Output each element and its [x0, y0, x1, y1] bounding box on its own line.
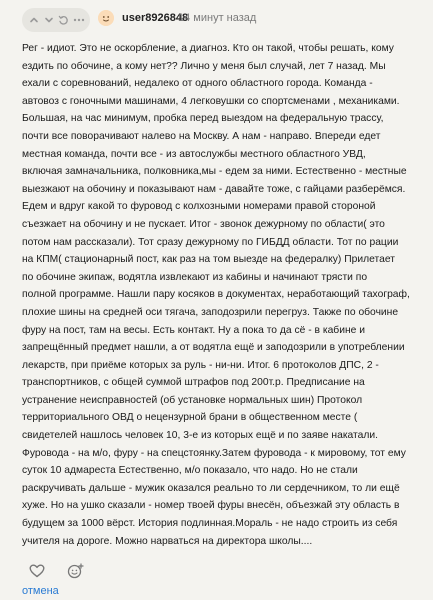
- chevron-down-icon: [44, 15, 54, 25]
- comment-line: Рег - идиот. Это не оскорбление, а диагноз. Кто он такой, чтобы решать, кому: [22, 43, 394, 54]
- comment-line: территориального ОВД о нецензурной брани в общественном месте (: [22, 412, 358, 424]
- comment-line: включая замначальника, полковника,мы - едем за ними. Естественно - местные: [22, 166, 407, 178]
- comment-line: лекарств, при приёме которых за руль - ни-ни. Итог. 6 протоколов ДПС, 2 -: [22, 359, 379, 371]
- comment-line: на КПМ( стационарный пост, как раз на том выезде на федералку) Прилетает: [22, 254, 395, 266]
- comment-line: раскручивать дальше - мужик оказался реально то ли сердечником, то ли ещё: [22, 482, 400, 494]
- comment-timestamp[interactable]: 14 минут назад: [178, 12, 257, 24]
- comment-line: выезжают на обочину и показывают нам - давайте тоже, с гайцами разберёмся.: [22, 183, 406, 195]
- comment-line: плохие шины на средней оси тягача, заподозрили перегруз. Также по обочине: [22, 306, 399, 318]
- comment-line: суток 10 адмареста Естественно, м/о показало, что надо. Но не стали: [22, 465, 358, 477]
- comment-line: будущем за 1000 вёрст. История подлинная.Мораль - не надо строить из себя: [22, 518, 398, 530]
- add-reaction-button[interactable]: [62, 558, 88, 584]
- comment-line: Едем и вдруг какой то фуровод с колхозными номерами правой стороной: [22, 201, 376, 213]
- upvote-button[interactable]: [26, 12, 41, 28]
- comment-line: хуже. Но на ушко сказали - номер твоей фуры внесён, объезжай эту область в: [22, 500, 400, 512]
- ellipsis-icon: [73, 18, 85, 22]
- comment-actions: [24, 558, 88, 584]
- comment-line: Большая, на час минимум, пробка перед выездом на федеральную трассу,: [22, 113, 384, 125]
- comment-line: ехали с соревнований, недалеко от одного областного города. Команда -: [22, 78, 373, 90]
- comment-line: по обочине экипаж, водятла извлекают из кабины и начинают трясти по: [22, 271, 368, 283]
- comment-line: съезжает на обочину и не пускает. Итог - звонок дежурному по области( это: [22, 218, 385, 230]
- user-avatar-icon: [98, 10, 114, 26]
- comment-line: потом нам рассказали). Тот сразу дежурному по ГИБДД области. Тот по рации: [22, 236, 399, 248]
- smiley-plus-icon: [67, 563, 84, 579]
- comment-line: устранение неисправностей (об установке нормальных шин) Протокол: [22, 394, 363, 406]
- downvote-button[interactable]: [41, 12, 56, 28]
- comment-line: запрещённый предмет нашли, а от водятла ещё и заподозрили в употреблении: [22, 342, 405, 354]
- comment-header: [0, 0, 433, 40]
- comment-line: местная команда, почти все - из автослужбы местного областного УВД,: [22, 148, 366, 160]
- replay-icon: [58, 15, 69, 26]
- cancel-link[interactable]: отмена: [22, 585, 59, 597]
- author-name[interactable]: user8926848: [122, 12, 189, 24]
- comment-body: [22, 40, 420, 550]
- chevron-up-icon: [29, 15, 39, 25]
- comment-line: фуру на пост, там на весы. Есть контакт. Ну а пока то да сё - в кабине и: [22, 324, 365, 336]
- more-button[interactable]: [71, 12, 86, 28]
- avatar[interactable]: [98, 10, 114, 26]
- comment-line: транспортников, с общей суммой штрафов под 200т.р. Предписание на: [22, 377, 365, 389]
- replay-button[interactable]: [56, 12, 71, 28]
- comment-line: свидетелей нашлось человек 10, 3-е из которых ещё и по заяве накатали.: [22, 430, 378, 442]
- comment-line: почти все поворачивают налево на Москву. А нам - направо. Впереди едет: [22, 130, 381, 142]
- heart-icon: [29, 564, 45, 578]
- comment-line: ездить по обочине, а кому нет?? Лично у меня был случай, лет 7 назад. Мы: [22, 60, 386, 72]
- comment-line: автовоз с гоночными машинами, 4 легковушки со спортсменами , механиками.: [22, 95, 400, 107]
- comment-line: Фуровода - на м/о, фуру - на спецстоянку.Затем фуровода - к мировому, тот ему: [22, 447, 406, 459]
- comment-line: полной программе. Нашли пару косяков в документах, неработающий тахограф,: [22, 289, 410, 301]
- vote-controls: [22, 8, 90, 32]
- like-button[interactable]: [24, 558, 50, 584]
- comment-line: учителя на дороге. Можно нарваться на директора школы....: [22, 535, 313, 547]
